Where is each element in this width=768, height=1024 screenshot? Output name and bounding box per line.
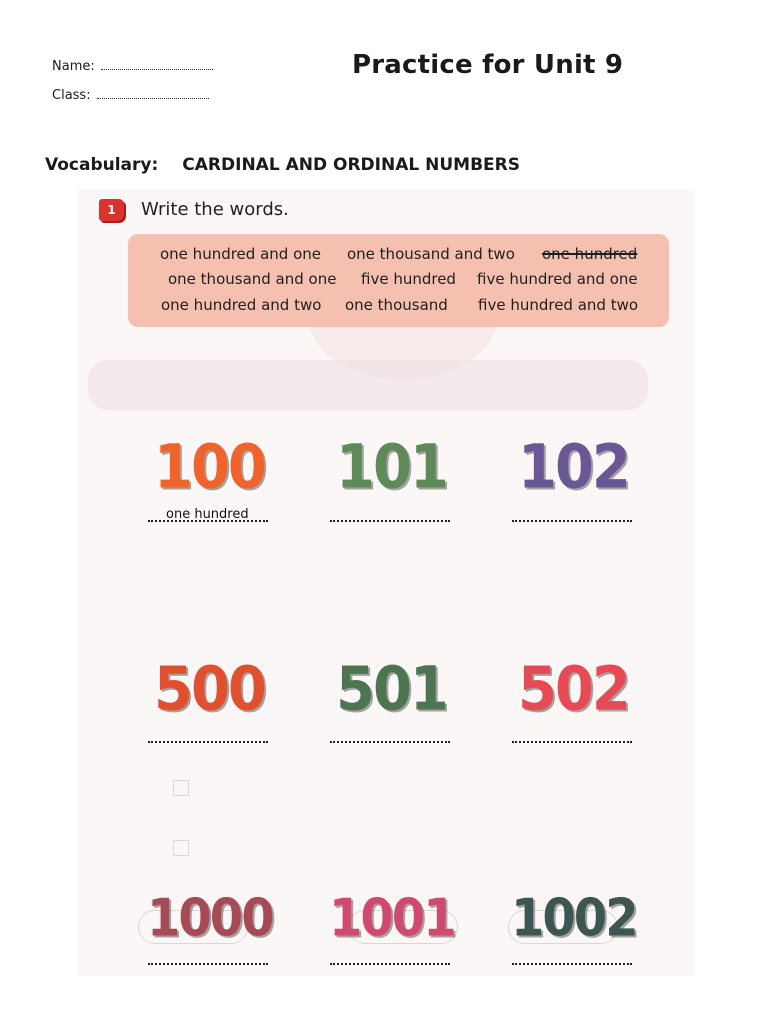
exercise-number-badge: 1: [99, 199, 124, 221]
numeral-1001: 1001: [329, 887, 455, 949]
exercise-instruction: Write the words.: [141, 199, 289, 220]
word-bank-item: five hundred: [361, 270, 456, 288]
numeral-500: 500: [154, 654, 265, 725]
answer-line[interactable]: [330, 741, 450, 743]
word-bank-item: one thousand and one: [168, 270, 337, 288]
ghost-checkbox: [173, 780, 189, 796]
answer-line[interactable]: [148, 741, 268, 743]
name-label: Name:: [52, 59, 95, 74]
numeral-1002: 1002: [511, 887, 637, 949]
answer-line[interactable]: [512, 963, 632, 965]
vocabulary-label: Vocabulary:: [45, 155, 159, 175]
ghost-checkbox: [173, 840, 189, 856]
word-bank: [128, 234, 669, 327]
class-field: [52, 88, 209, 103]
word-bank-item: five hundred and one: [477, 270, 638, 288]
class-label: Class:: [52, 88, 91, 103]
numeral-502: 502: [518, 654, 629, 725]
answer-line[interactable]: [512, 741, 632, 743]
numeral-101: 101: [336, 432, 447, 503]
word-bank-item: five hundred and two: [478, 296, 639, 314]
word-bank-item: one hundred and two: [161, 296, 322, 314]
answer-line[interactable]: [512, 520, 632, 522]
word-bank-item: one hundred: [542, 245, 638, 263]
numeral-501: 501: [336, 654, 447, 725]
word-bank-item: one hundred and one: [160, 245, 321, 263]
answer-text: one hundred: [166, 507, 249, 522]
answer-line[interactable]: [330, 963, 450, 965]
name-field: [52, 59, 213, 74]
vocabulary-topic: CARDINAL AND ORDINAL NUMBERS: [182, 155, 520, 175]
class-input-line[interactable]: [97, 88, 209, 99]
word-bank-item: one thousand: [345, 296, 448, 314]
answer-line[interactable]: [148, 963, 268, 965]
numeral-100: 100: [154, 432, 265, 503]
numeral-102: 102: [518, 432, 629, 503]
vocabulary-heading: [45, 155, 520, 175]
numeral-1000: 1000: [147, 887, 273, 949]
word-bank-item: one thousand and two: [347, 245, 515, 263]
ghost-shape: [88, 360, 648, 410]
page-title: Practice for Unit 9: [352, 50, 624, 80]
name-input-line[interactable]: [101, 59, 213, 70]
answer-line[interactable]: [330, 520, 450, 522]
